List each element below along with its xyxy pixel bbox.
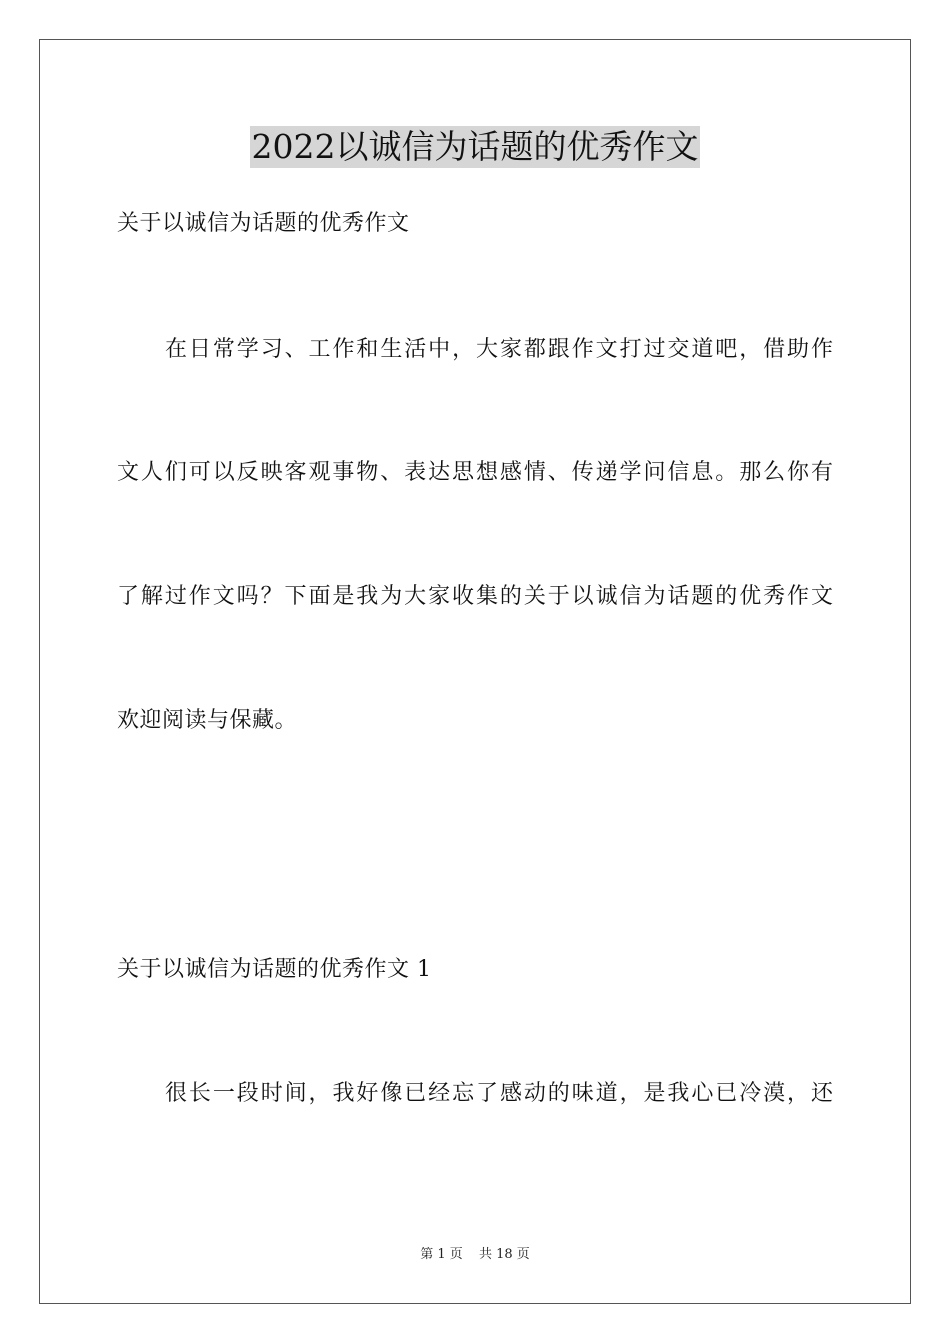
paragraph-line: 很长一段时间，我好像已经忘了感动的味道，是我心已冷漠，还 [165, 1081, 833, 1106]
page-footer [0, 1246, 950, 1264]
paragraph-line: 欢迎阅读与保藏。 [117, 708, 298, 733]
document-subtitle: 关于以诚信为话题的优秀作文 [117, 211, 410, 236]
document-title-text: 2022以诚信为话题的优秀作文 [251, 127, 699, 166]
document-title [0, 126, 950, 168]
section-heading: 关于以诚信为话题的优秀作文 1 [117, 957, 432, 982]
paragraph-line: 了解过作文吗？下面是我为大家收集的关于以诚信为话题的优秀作文 [117, 584, 833, 609]
paragraph-line: 在日常学习、工作和生活中，大家都跟作文打过交道吧，借助作 [165, 337, 833, 362]
page-number: 第 1 页 [420, 1247, 463, 1262]
paragraph-line: 文人们可以反映客观事物、表达思想感情、传递学问信息。那么你有 [117, 460, 833, 485]
page-total: 共 18 页 [478, 1247, 530, 1262]
